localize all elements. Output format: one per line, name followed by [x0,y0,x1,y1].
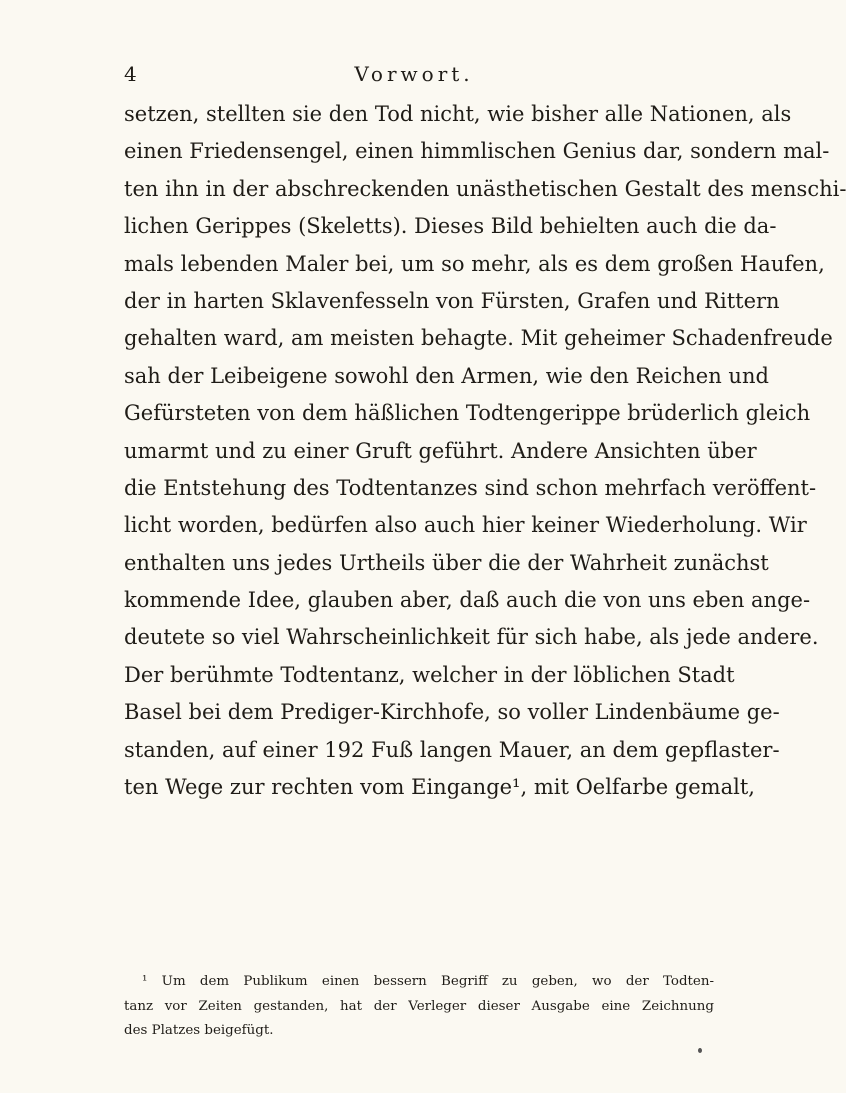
text-line: deutete so viel Wahrscheinlichkeit für sich habe, als jede andere. [124,625,819,650]
text-line: die Entstehung des Todtentanzes sind schon mehrfach veröffent- [124,475,817,500]
text-line: ten ihn in der abschreckenden unästhetischen Gestalt des menschi- [124,176,846,201]
text-line: Gefürsteten von dem häßlichen Todtengerippe brüderlich gleich [124,401,811,426]
ink-speck [698,1048,702,1053]
text-line: enthalten uns jedes Urtheils über die der Wahrheit zunächst [124,550,769,575]
text-line: ten Wege zur rechten vom Eingange¹, mit Oelfarbe gemalt, [124,775,755,800]
text-line: umarmt und zu einer Gruft geführt. Andere Ansichten über [124,438,757,463]
text-line: Der berühmte Todtentanz, welcher in der löblichen Stadt [124,662,735,687]
text-line: setzen, stellten sie den Tod nicht, wie bisher alle Nationen, als [124,102,792,126]
text-line: der in harten Sklavenfesseln von Fürsten, Grafen und Rittern [124,288,780,313]
text-line: kommende Idee, glauben aber, daß auch die von uns eben ange- [124,588,811,613]
text-line: licht worden, bedürfen also auch hier keiner Wiederholung. Wir [124,513,807,538]
running-head: Vorwort. [354,62,474,86]
body-text [124,96,846,806]
footnote-line: ¹ Um dem Publikum einen bessern Begriff zu geben, wo der Todten- [142,974,714,989]
footnote [124,970,714,1044]
text-line: sah der Leibeigene sowohl den Armen, wie den Reichen und [124,363,769,388]
text-line: mals lebenden Maler bei, um so mehr, als es dem großen Haufen, [124,251,825,276]
text-line: lichen Gerippes (Skeletts). Dieses Bild behielten auch die da- [124,214,777,239]
page-number: 4 [124,62,137,86]
text-line: standen, auf einer 192 Fuß langen Mauer, an dem gepflaster- [124,737,780,762]
page-header [124,62,704,88]
footnote-line: des Platzes beigefügt. [124,1023,274,1038]
text-line: gehalten ward, am meisten behagte. Mit geheimer Schadenfreude [124,326,833,351]
footnote-line: tanz vor Zeiten gestanden, hat der Verleger dieser Ausgabe eine Zeichnung [124,998,714,1014]
text-line: Basel bei dem Prediger-Kirchhofe, so voller Lindenbäume ge- [124,700,780,725]
text-line: einen Friedensengel, einen himmlischen Genius dar, sondern mal- [124,139,830,164]
